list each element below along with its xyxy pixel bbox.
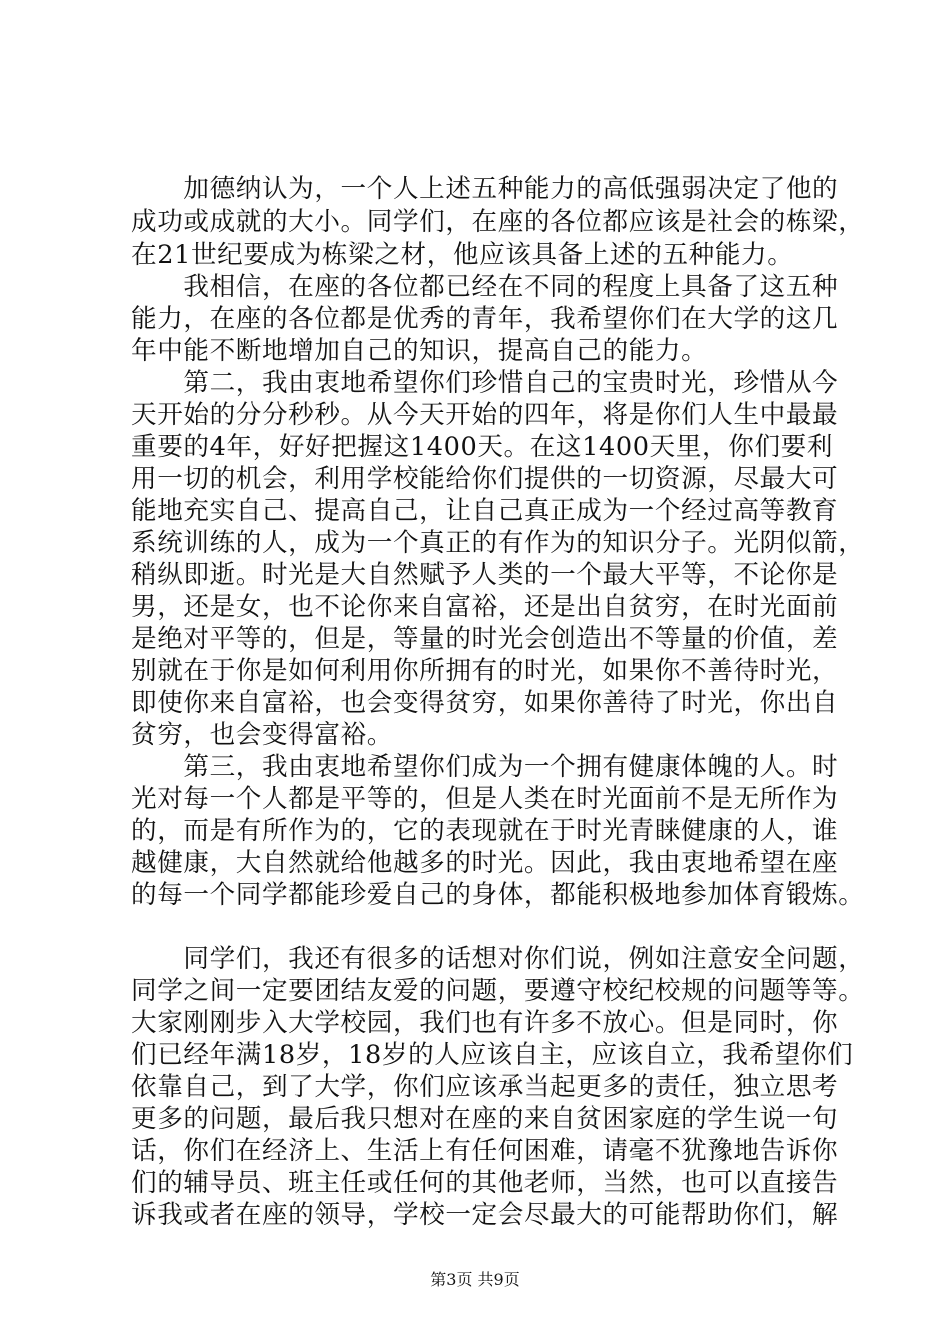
text-line: 系统训练的人，成为一个真正的有作为的知识分子。光阴似箭， [131,528,865,558]
text-line: 话，你们在经济上、生活上有任何困难，请毫不犹豫地告诉你 [131,1136,839,1166]
text-line: 大家刚刚步入大学校园，我们也有许多不放心。但是同时，你 [131,1008,839,1038]
text-line: 加德纳认为，一个人上述五种能力的高低强弱决定了他的 [131,174,839,204]
text-line: 别就在于你是如何利用你所拥有的时光，如果你不善待时光， [131,656,839,686]
page-number-footer: 第3页 共9页 [430,1270,520,1289]
text-line: 是绝对平等的，但是，等量的时光会创造出不等量的价值，差 [131,624,839,654]
text-line: 第三，我由衷地希望你们成为一个拥有健康体魄的人。时 [131,752,839,782]
text-line: 成功或成就的大小。同学们，在座的各位都应该是社会的栋梁， [131,207,865,237]
text-line: 同学之间一定要团结友爱的问题，要遵守校纪校规的问题等等。 [131,976,865,1006]
text-line: 我相信，在座的各位都已经在不同的程度上具备了这五种 [131,272,839,302]
text-line: 同学们，我还有很多的话想对你们说，例如注意安全问题， [131,944,865,974]
text-line: 年中能不断地增加自己的知识，提高自己的能力。 [131,336,708,366]
text-line: 稍纵即逝。时光是大自然赋予人类的一个最大平等，不论你是 [131,560,839,590]
text-line: 重要的4年，好好把握这1400天。在这1400天里，你们要利 [131,432,834,462]
text-line: 们的辅导员、班主任或任何的其他老师，当然，也可以直接告 [131,1168,839,1198]
text-line: 天开始的分分秒秒。从今天开始的四年，将是你们人生中最最 [131,400,839,430]
text-line: 贫穷，也会变得富裕。 [131,720,393,750]
text-line: 第二，我由衷地希望你们珍惜自己的宝贵时光，珍惜从今 [131,368,839,398]
text-line: 们已经年满18岁，18岁的人应该自主，应该自立，我希望你们 [131,1040,854,1070]
text-line: 在21世纪要成为栋梁之材，他应该具备上述的五种能力。 [131,240,794,270]
text-line: 更多的问题，最后我只想对在座的来自贫困家庭的学生说一句 [131,1104,839,1134]
text-line: 男，还是女，也不论你来自富裕，还是出自贫穷，在时光面前 [131,592,839,622]
text-line: 诉我或者在座的领导，学校一定会尽最大的可能帮助你们，解 [131,1200,839,1230]
text-line: 越健康，大自然就给他越多的时光。因此，我由衷地希望在座 [131,848,839,878]
text-line: 能地充实自己、提高自己，让自己真正成为一个经过高等教育 [131,496,839,526]
text-line: 的，而是有所作为的，它的表现就在于时光青睐健康的人，谁 [131,816,839,846]
text-line: 的每一个同学都能珍爱自己的身体，都能积极地参加体育锻炼。 [131,880,865,910]
text-line: 能力，在座的各位都是优秀的青年，我希望你们在大学的这几 [131,304,839,334]
text-line: 光对每一个人都是平等的，但是人类在时光面前不是无所作为 [131,784,839,814]
text-line: 依靠自己，到了大学，你们应该承当起更多的责任，独立思考 [131,1072,839,1102]
text-line: 即使你来自富裕，也会变得贫穷，如果你善待了时光，你出自 [131,688,839,718]
text-line: 用一切的机会，利用学校能给你们提供的一切资源，尽最大可 [131,464,839,494]
